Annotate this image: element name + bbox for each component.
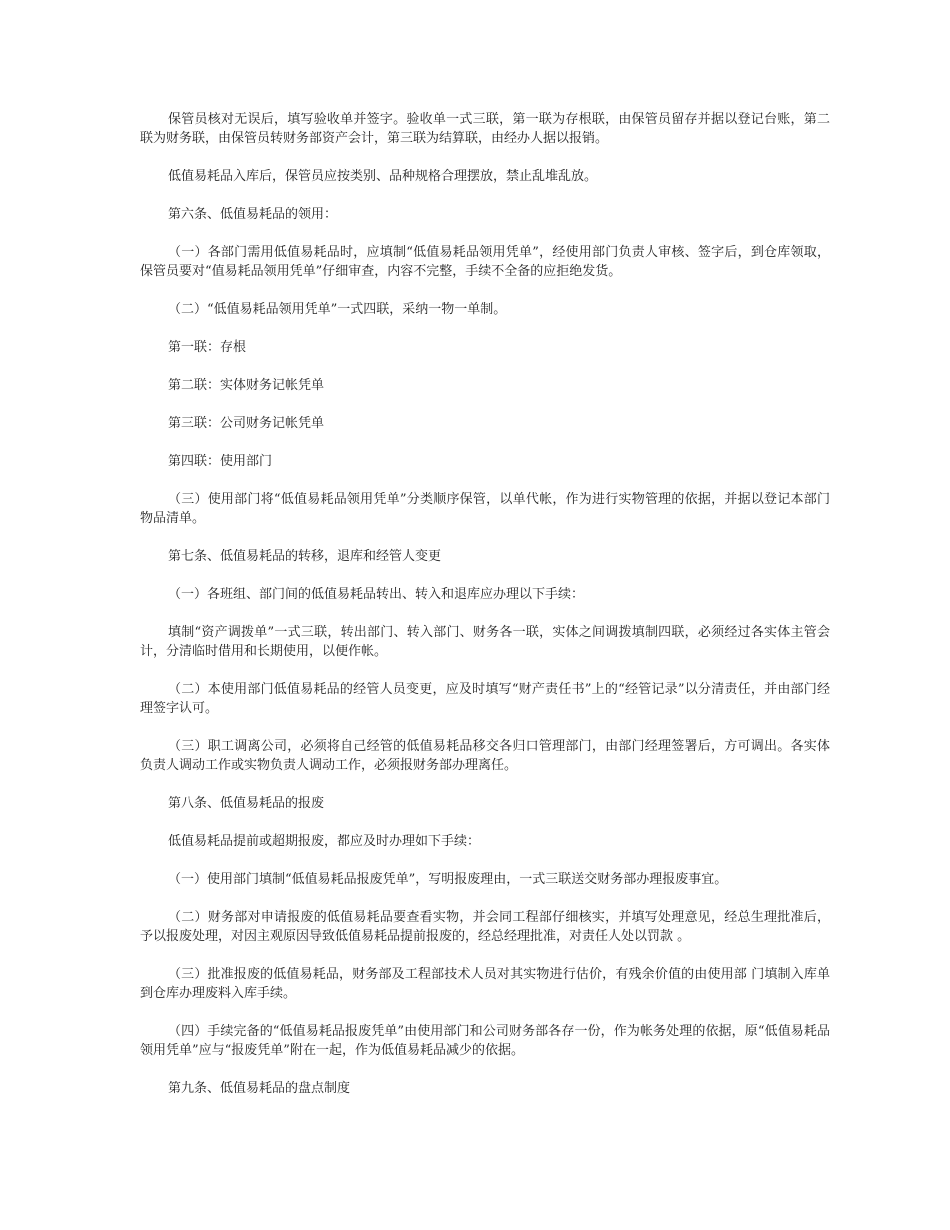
heading-article-8: 第八条、低值易耗品的报废 bbox=[168, 796, 325, 811]
paragraph-8-2: （二）财务部对申请报废的低值易耗品要查看实物，并会同工程部仔细核实，并填写处理意见，经总生理批准后，予以报废处理，对因主观原因导致低值易耗品提前报废的，经总经理批准，对责任人处以罚款 。 bbox=[140, 910, 830, 944]
paragraph-8-3: （三）批准报废的低值易耗品，财务部及工程部技术人员对其实物进行估价，有残余价值的由使用部 门填制入库单到仓库办理废料入库手续。 bbox=[140, 967, 830, 1001]
paragraph-receipt-verification: 保管员核对无误后，填写验收单并签字。验收单一式三联，第一联为存根联，由保管员留存并据以登记台账，第二联为财务联，由保管员转财务部资产会计，第三联为结算联，由经办人据以报销。 bbox=[140, 112, 830, 146]
paragraph-7-3: （三）职工调离公司，必须将自己经管的低值易耗品移交各归口管理部门，由部门经理签署后，方可调出。各实体负责人调动工作或实物负责人调动工作，必须报财务部办理离任。 bbox=[140, 739, 830, 773]
copy-3: 第三联：公司财务记帐凭单 bbox=[168, 416, 325, 431]
paragraph-storage-arrangement: 低值易耗品入库后，保管员应按类别、品种规格合理摆放，禁止乱堆乱放。 bbox=[168, 169, 598, 184]
paragraph-8-4: （四）手续完备的“低值易耗品报废凭单”由使用部门和公司财务部各存一份，作为帐务处理的依据，原“低值易耗品领用凭单”应与“报废凭单”附在一起，作为低值易耗品减少的依据。 bbox=[140, 1024, 830, 1058]
copy-2: 第二联：实体财务记帐凭单 bbox=[168, 378, 325, 393]
paragraph-7-2: （二）本使用部门低值易耗品的经管人员变更，应及时填写“财产责任书”上的“经管记录”以分清责任，并由部门经理签字认可。 bbox=[140, 682, 830, 716]
paragraph-scrap-procedure: 低值易耗品提前或超期报废，都应及时办理如下手续： bbox=[168, 834, 481, 849]
paragraph-8-1: （一）使用部门填制“低值易耗品报废凭单”，写明报废理由，一式三联送交财务部办理报废事宜。 bbox=[168, 872, 728, 887]
paragraph-6-3: （三）使用部门将“低值易耗品领用凭单”分类顺序保管，以单代帐，作为进行实物管理的依据，并据以登记本部门物品清单。 bbox=[140, 492, 830, 526]
document-body bbox=[140, 110, 830, 1117]
copy-4: 第四联：使用部门 bbox=[168, 454, 273, 469]
copy-1: 第一联：存根 bbox=[168, 340, 247, 355]
paragraph-7-1: （一）各班组、部门间的低值易耗品转出、转入和退库应办理以下手续： bbox=[168, 587, 585, 602]
paragraph-transfer-form: 填制“资产调拨单”一式三联，转出部门、转入部门、财务各一联，实体之间调拨填制四联，必须经过各实体主管会计，分清临时借用和长期使用，以便作帐。 bbox=[140, 625, 830, 659]
heading-article-7: 第七条、低值易耗品的转移，退库和经管人变更 bbox=[168, 549, 442, 564]
paragraph-6-1: （一）各部门需用低值易耗品时，应填制“低值易耗品领用凭单”，经使用部门负责人审核、签字后，到仓库领取，保管员要对“值易耗品领用凭单”仔细审查，内容不完整，手续不全备的应拒绝发货。 bbox=[140, 245, 830, 279]
paragraph-6-2: （二）“低值易耗品领用凭单”一式四联，采纳一物一单制。 bbox=[168, 302, 507, 317]
heading-article-9: 第九条、低值易耗品的盘点制度 bbox=[168, 1081, 351, 1096]
heading-article-6: 第六条、低值易耗品的领用： bbox=[168, 207, 338, 222]
